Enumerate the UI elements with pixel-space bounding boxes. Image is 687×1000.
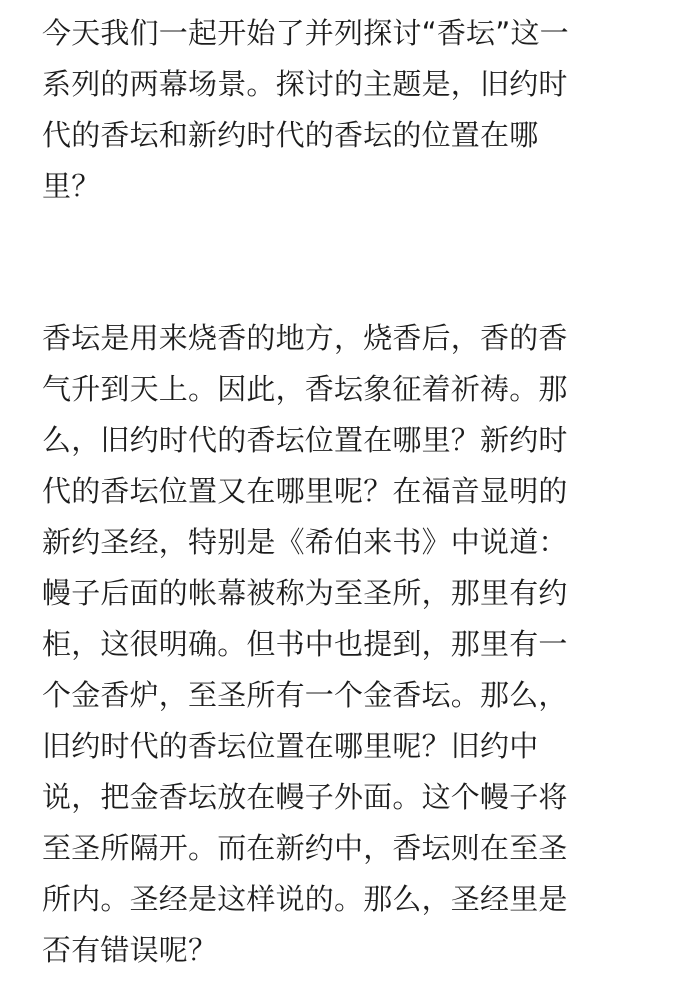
text-line: 香坛是用来烧香的地方，烧香后，香的香 bbox=[42, 321, 568, 355]
text-line: 新约圣经，特别是《希伯来书》中说道： bbox=[42, 525, 568, 559]
text-line: 柜，这很明确。但书中也提到，那里有一 bbox=[42, 627, 568, 661]
text-line: 么，旧约时代的香坛位置在哪里？新约时 bbox=[42, 423, 568, 457]
text-line: 气升到天上。因此，香坛象征着祈祷。那 bbox=[42, 372, 568, 406]
paragraph-2 bbox=[42, 313, 652, 976]
text-line: 个金香炉，至圣所有一个金香坛。那么， bbox=[42, 678, 568, 712]
text-line: 幔子后面的帐幕被称为至圣所，那里有约 bbox=[42, 576, 568, 610]
paragraph-1 bbox=[42, 8, 652, 212]
text-line: 旧约时代的香坛位置在哪里呢？旧约中 bbox=[42, 729, 539, 763]
article-body bbox=[42, 8, 652, 976]
text-line: 至圣所隔开。而在新约中，香坛则在至圣 bbox=[42, 831, 568, 865]
text-line: 代的香坛位置又在哪里呢？在福音显明的 bbox=[42, 474, 568, 508]
text-line: 今天我们一起开始了并列探讨“香坛”这一 bbox=[42, 16, 569, 50]
text-line: 里？ bbox=[42, 169, 101, 203]
text-line: 系列的两幕场景。探讨的主题是，旧约时 bbox=[42, 67, 568, 101]
text-line: 说，把金香坛放在幔子外面。这个幔子将 bbox=[42, 780, 568, 814]
text-line: 所内。圣经是这样说的。那么，圣经里是 bbox=[42, 882, 568, 916]
text-line: 否有错误呢？ bbox=[42, 933, 218, 967]
text-line: 代的香坛和新约时代的香坛的位置在哪 bbox=[42, 118, 539, 152]
paragraph-spacer bbox=[42, 212, 652, 313]
